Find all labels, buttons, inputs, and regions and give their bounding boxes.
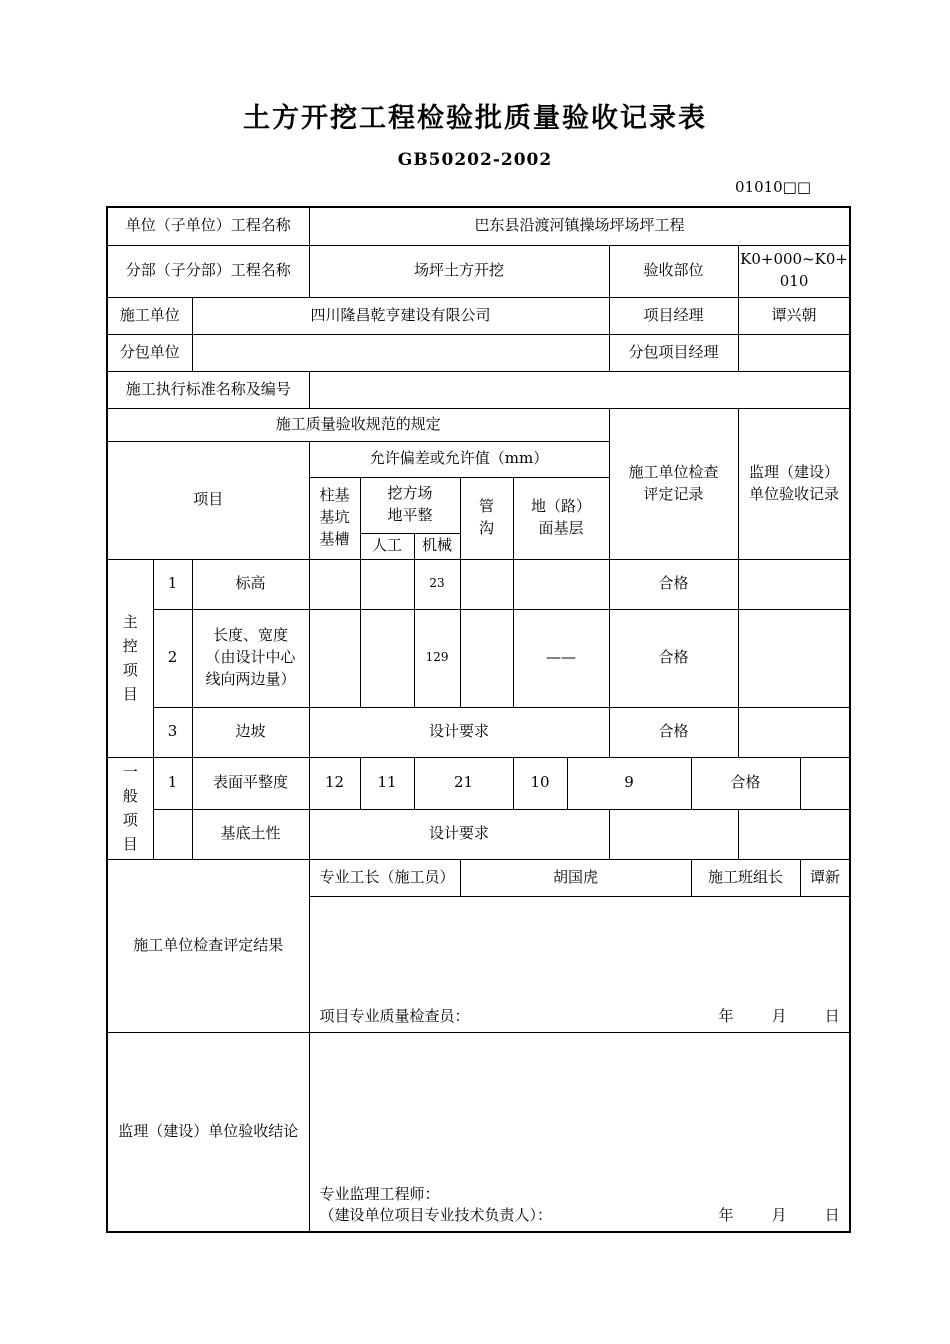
check-record-header: 施工单位检查 评定记录 (609, 408, 738, 559)
design-requirement: 设计要求 (309, 809, 609, 859)
check-record: 合格 (609, 559, 738, 609)
location-label: 验收部位 (609, 245, 738, 297)
project-manager-value: 谭兴朝 (738, 297, 850, 334)
table-row (107, 609, 850, 707)
contractor-value: 四川隆昌乾亨建设有限公司 (192, 297, 609, 334)
project-manager-label: 项目经理 (609, 297, 738, 334)
table-row (107, 707, 850, 757)
row-name: 基底土性 (192, 809, 309, 859)
supervisor-signature-area (309, 1032, 850, 1232)
item-header: 项目 (107, 441, 309, 559)
unit-name-label: 单位（子单位）工程名称 (107, 207, 309, 245)
month-label: 月 (771, 1206, 787, 1225)
col-pipe-trench: 管 沟 (460, 477, 513, 559)
subcontractor-value (192, 334, 609, 371)
design-requirement: 设计要求 (309, 707, 609, 757)
col-site-grading: 挖方场 地平整 (360, 477, 460, 533)
value-cell: 9 (567, 757, 691, 809)
table-row (107, 757, 850, 809)
part-name-label: 分部（子分部）工程名称 (107, 245, 309, 297)
engineer-label: 专业监理工程师： (319, 1184, 440, 1203)
col-manual: 人工 (360, 533, 414, 559)
supervisor-result-label: 监理（建设）单位验收结论 (107, 1032, 309, 1232)
inspector-label: 项目专业质量检查员： (319, 1006, 470, 1025)
value-cell: 11 (360, 757, 414, 809)
team-leader-label: 施工班组长 (691, 859, 800, 896)
supervise-record-header: 监理（建设） 单位验收记录 (738, 408, 850, 559)
check-record: 合格 (691, 757, 800, 809)
col-pit: 柱基 基坑 基槽 (309, 477, 360, 559)
contractor-label: 施工单位 (107, 297, 192, 334)
machine-value: 129 (414, 609, 460, 707)
check-record (609, 809, 738, 859)
table-row (107, 809, 850, 859)
row-no: 1 (153, 757, 192, 809)
tolerance-header: 允许偏差或允许值（mm） (309, 441, 609, 477)
value-cell: 21 (414, 757, 513, 809)
sub-pm-value (738, 334, 850, 371)
row-no (153, 809, 192, 859)
general-items-group: 一 般 项 目 (107, 757, 153, 859)
year-label: 年 (718, 1206, 734, 1225)
row-name: 边坡 (192, 707, 309, 757)
sub-pm-label: 分包项目经理 (609, 334, 738, 371)
table-row (107, 559, 850, 609)
row-no: 1 (153, 559, 192, 609)
road-value: —— (513, 609, 609, 707)
subcontractor-label: 分包单位 (107, 334, 192, 371)
inspection-table (106, 206, 851, 1233)
team-leader-value: 谭新 (800, 859, 850, 896)
row-no: 3 (153, 707, 192, 757)
row-name: 表面平整度 (192, 757, 309, 809)
month-label: 月 (771, 1006, 787, 1025)
spec-header: 施工质量验收规范的规定 (107, 408, 609, 441)
form-title: 土方开挖工程检验批质量验收记录表 (243, 103, 707, 134)
standard-value (309, 371, 850, 408)
unit-name-value: 巴东县沿渡河镇操场坪场坪工程 (309, 207, 850, 245)
row-name: 标高 (192, 559, 309, 609)
owner-rep-label: （建设单位项目专业技术负责人）： (319, 1206, 553, 1225)
value-cell: 12 (309, 757, 360, 809)
col-road-base: 地（路） 面基层 (513, 477, 609, 559)
row-name: 长度、宽度 （由设计中心 线向两边量） (192, 609, 309, 707)
value-cell: 10 (513, 757, 567, 809)
location-value: K0+000~K0+ 010 (738, 245, 850, 297)
contractor-signature-area (309, 896, 850, 1032)
standard-code: GB50202-2002 (397, 150, 553, 170)
check-record: 合格 (609, 707, 738, 757)
part-name-value: 场坪土方开挖 (309, 245, 609, 297)
contractor-result-label: 施工单位检查评定结果 (107, 859, 309, 1032)
form-code: 01010□□ (735, 178, 812, 196)
day-label: 日 (824, 1006, 840, 1025)
machine-value: 23 (414, 559, 460, 609)
check-record: 合格 (609, 609, 738, 707)
main-items-group: 主 控 项 目 (107, 559, 153, 757)
year-label: 年 (718, 1006, 734, 1025)
col-machine: 机械 (414, 533, 460, 559)
foreman-label: 专业工长（施工员） (309, 859, 460, 896)
standard-label: 施工执行标准名称及编号 (107, 371, 309, 408)
day-label: 日 (824, 1206, 840, 1225)
foreman-value: 胡国虎 (460, 859, 691, 896)
row-no: 2 (153, 609, 192, 707)
